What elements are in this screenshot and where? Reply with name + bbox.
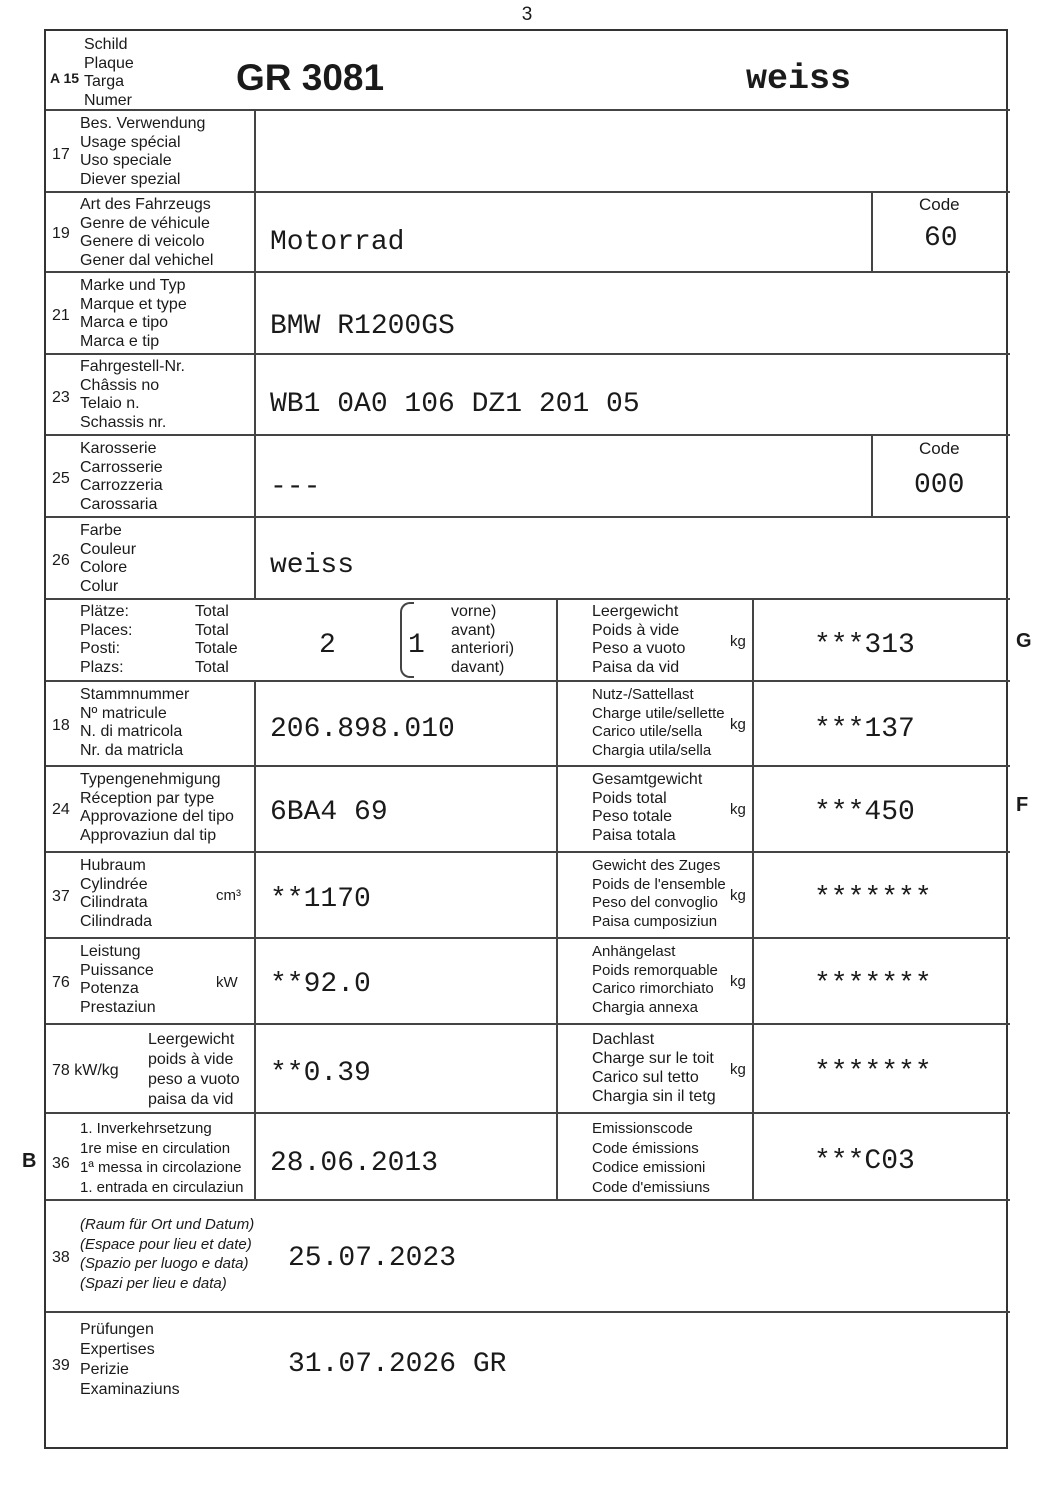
field-number: 17: [52, 146, 70, 163]
plate-number: GR 3081: [236, 57, 385, 98]
row-plate: [46, 31, 1010, 111]
row-26: [46, 518, 1010, 600]
color-value: weiss: [270, 550, 355, 581]
side-mark-g: G: [1016, 630, 1032, 652]
side-mark-b: B: [22, 1150, 37, 1172]
field-number: 78 kW/kg: [52, 1062, 119, 1079]
field-label: Fahrgestell-Nr. Châssis no Telaio n. Schassis nr.: [80, 358, 185, 431]
field-number: 18: [52, 717, 70, 734]
side-mark-f: F: [1016, 794, 1029, 816]
row-36: [46, 1114, 1010, 1201]
field-number: 26: [52, 552, 70, 569]
roof-load-value: *******: [814, 1057, 932, 1088]
first-registration-value: 28.06.2013: [270, 1148, 439, 1179]
field-label: Typengenehmigung Réception par type Approvazione del tipo Approvaziun dal tip: [80, 771, 234, 844]
row-76: [46, 939, 1010, 1025]
payload-label: Nutz-/Sattellast Charge utile/sellette Carico utile/sella Chargia utila/sella: [592, 686, 725, 759]
row-37: [46, 853, 1010, 939]
displacement-value: **1170: [270, 884, 371, 915]
train-weight-value: *******: [814, 883, 932, 914]
empty-weight-label: Leergewicht Poids à vide Peso a vuoto Paisa da vid: [592, 603, 686, 676]
emission-code-value: ***C03: [814, 1146, 915, 1177]
field-label: Farbe Couleur Colore Colur: [80, 522, 137, 595]
field-number: 76: [52, 974, 70, 991]
power-value: **92.0: [270, 969, 371, 1000]
row-21: [46, 273, 1010, 355]
unit-kg: kg: [730, 716, 746, 733]
field-label: Marke und Typ Marque et type Marca e tipo Marca e tip: [80, 277, 187, 350]
field-label: Art des Fahrzeugs Genre de véhicule Genere di veicolo Gener dal vehichel: [80, 196, 214, 269]
row-25: [46, 436, 1010, 518]
field-label: Karosserie Carrosserie Carrozzeria Carossaria: [80, 440, 163, 513]
row-18: [46, 682, 1010, 767]
plate-color: weiss: [746, 59, 852, 99]
row-19: [46, 193, 1010, 273]
place-date-value: 25.07.2023: [288, 1243, 457, 1274]
trailer-load-label: Anhängelast Poids remorquable Carico rimorchiato Chargia annexa: [592, 943, 718, 1016]
empty-weight-value: ***313: [814, 630, 915, 661]
field-number: A 15: [50, 70, 80, 86]
page-number: 3: [521, 4, 533, 25]
field-number: 21: [52, 307, 70, 324]
seats-front-value: 1: [408, 630, 425, 661]
field-label: Prüfungen Expertises Perizie Examinaziuns: [80, 1321, 180, 1398]
row-17: [46, 111, 1010, 193]
seats-total-label: Total Total Totale Total: [195, 603, 238, 676]
unit-kw: kW: [216, 974, 238, 991]
field-label: Hubraum Cylindrée Cilindrata Cilindrada: [80, 857, 153, 930]
code-label: Code: [919, 439, 960, 458]
field-label: Schild Plaque Targa Numer: [84, 36, 134, 109]
train-weight-label: Gewicht des Zuges Poids de l'ensemble Peso del convoglio Paisa cumposiziun: [592, 857, 726, 930]
chassis-number-value: WB1 0A0 106 DZ1 201 05: [270, 389, 640, 420]
field-label: Leistung Puissance Potenza Prestaziun: [80, 943, 156, 1016]
trailer-load-value: *******: [814, 969, 932, 1000]
unit-kg: kg: [730, 1061, 746, 1078]
total-weight-value: ***450: [814, 797, 915, 828]
field-number: 38: [52, 1249, 70, 1266]
roof-load-label: Dachlast Charge sur le toit Carico sul tetto Chargia sin il tetg: [592, 1031, 716, 1105]
seats-total-value: 2: [319, 630, 336, 661]
vehicle-type-value: Motorrad: [270, 227, 405, 258]
field-number: 23: [52, 389, 70, 406]
registration-number-value: 206.898.010: [270, 714, 455, 745]
vehicle-type-code: 60: [924, 223, 958, 254]
field-label: (Raum für Ort und Datum) (Espace pour lieu et date) (Spazio per luogo e data) (Spazi per lieu e data): [80, 1216, 255, 1292]
emission-label: Emissionscode Code émissions Codice emissioni Code d'emissiuns: [592, 1120, 710, 1196]
row-38: [46, 1201, 1010, 1313]
seats-label: Plätze: Places: Posti: Plazs:: [80, 603, 133, 676]
registration-document: [44, 29, 1008, 1449]
total-weight-label: Gesamtgewicht Poids total Peso totale Paisa totala: [592, 771, 703, 844]
row-24: [46, 767, 1010, 853]
field-label: Stammnummer Nº matricule N. di matricola Nr. da matricla: [80, 686, 190, 759]
field-number: 36: [52, 1155, 70, 1172]
row-39: [46, 1313, 1010, 1449]
field-number: 19: [52, 225, 70, 242]
field-number: 25: [52, 470, 70, 487]
row-78: [46, 1025, 1010, 1114]
row-23: [46, 355, 1010, 436]
row-seats: [46, 600, 1010, 682]
field-label: Bes. Verwendung Usage spécial Uso speciale Diever spezial: [80, 115, 206, 188]
unit-kg: kg: [730, 633, 746, 650]
seats-front-label: vorne) avant) anteriori) davant): [451, 603, 515, 676]
body-value: ---: [270, 472, 321, 503]
field-number: 39: [52, 1357, 70, 1374]
unit-kg: kg: [730, 973, 746, 990]
make-model-value: BMW R1200GS: [270, 311, 455, 342]
field-label: Leergewicht poids à vide peso a vuoto paisa da vid: [148, 1031, 240, 1108]
field-number: 37: [52, 888, 70, 905]
body-code: 000: [914, 470, 965, 501]
type-approval-value: 6BA4 69: [270, 797, 388, 828]
field-number: 24: [52, 801, 70, 818]
field-label: 1. Inverkehrsetzung 1re mise en circulation 1ª messa in circolazione 1. entrada en circulaziun: [80, 1120, 244, 1196]
payload-value: ***137: [814, 714, 915, 745]
unit-cm3: cm³: [216, 887, 241, 904]
unit-kg: kg: [730, 801, 746, 818]
inspection-value: 31.07.2026 GR: [288, 1349, 507, 1380]
power-weight-ratio-value: **0.39: [270, 1058, 371, 1089]
code-label: Code: [919, 195, 960, 214]
unit-kg: kg: [730, 887, 746, 904]
